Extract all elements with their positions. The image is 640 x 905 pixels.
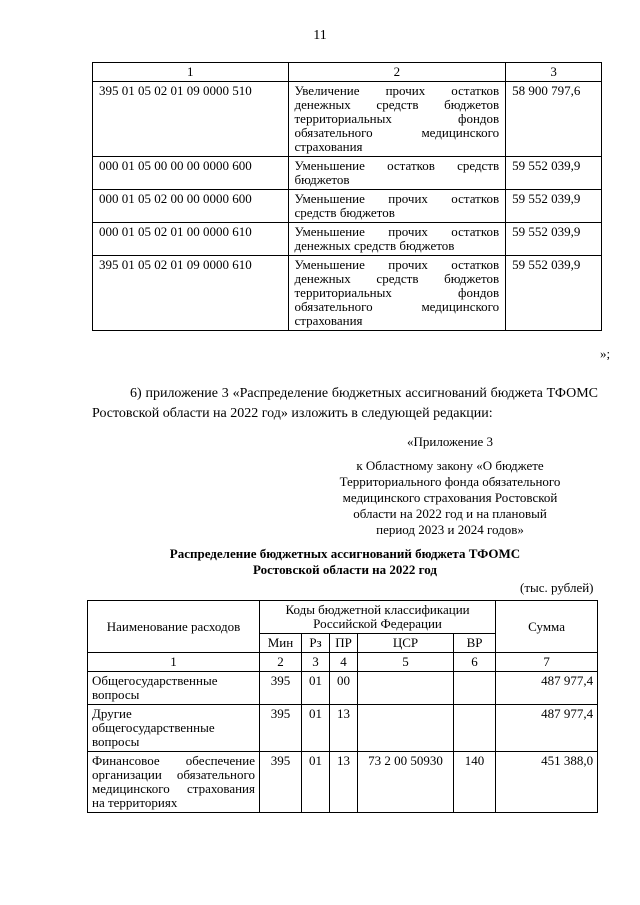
document-title: [92, 546, 598, 578]
appendix-line: области на 2022 год и на плановый: [353, 506, 547, 521]
header-rz: Рз: [302, 634, 330, 653]
source-name: Уменьшение прочих остатков денежных средств бюджетов: [288, 223, 506, 256]
source-name: Уменьшение прочих остатков денежных средств бюджетов территориальных фондов обязательного медицинского страхования: [288, 256, 506, 331]
column-number: 6: [454, 653, 496, 672]
table-row: [93, 82, 602, 157]
csr-code: [358, 672, 454, 705]
sources-table: [92, 62, 602, 331]
table-closing-mark: »;: [600, 346, 611, 361]
column-number: 5: [358, 653, 454, 672]
document-title-line: Ростовской области на 2022 год: [253, 562, 437, 577]
source-name: Уменьшение прочих остатков средств бюджетов: [288, 190, 506, 223]
table-row: [88, 672, 598, 705]
header-sum: Сумма: [496, 601, 598, 653]
appendix-title: «Приложение 3: [406, 434, 494, 449]
header-codes-group: Коды бюджетной классификации Российской Федерации: [260, 601, 496, 634]
source-name: Уменьшение остатков средств бюджетов: [288, 157, 506, 190]
rz-code: 01: [302, 705, 330, 752]
classification-code: 000 01 05 02 00 00 0000 600: [93, 190, 289, 223]
appendix-heading: [300, 434, 600, 538]
appendix-line: к Областному закону «О бюджете: [356, 458, 544, 473]
header-vr: ВР: [454, 634, 496, 653]
page-number: 11: [313, 28, 327, 43]
classification-code: 000 01 05 00 00 00 0000 600: [93, 157, 289, 190]
csr-code: 73 2 00 50930: [358, 752, 454, 813]
csr-code: [358, 705, 454, 752]
sum-value: 451 388,0: [496, 752, 598, 813]
table-row: [93, 223, 602, 256]
column-number: 1: [88, 653, 260, 672]
column-number: 2: [288, 63, 506, 82]
vr-code: 140: [454, 752, 496, 813]
expense-name: Другие общегосударственные вопросы: [88, 705, 260, 752]
rz-code: 01: [302, 672, 330, 705]
column-number: 3: [506, 63, 602, 82]
table-row: [88, 705, 598, 752]
amount: 59 552 039,9: [506, 157, 602, 190]
table-row: [93, 190, 602, 223]
amount: 59 552 039,9: [506, 223, 602, 256]
pr-code: 13: [330, 705, 358, 752]
min-code: 395: [260, 752, 302, 813]
amount: 59 552 039,9: [506, 190, 602, 223]
column-number: 7: [496, 653, 598, 672]
min-code: 395: [260, 672, 302, 705]
column-number: 3: [302, 653, 330, 672]
vr-code: [454, 705, 496, 752]
header-min: Мин: [260, 634, 302, 653]
table-header-row: [93, 63, 602, 82]
source-name: Увеличение прочих остатков денежных средств бюджетов территориальных фондов обязательного медицинского страхования: [288, 82, 506, 157]
table-row: [93, 256, 602, 331]
header-pr: ПР: [330, 634, 358, 653]
amount: 59 552 039,9: [506, 256, 602, 331]
budget-allocation-table: [87, 600, 598, 813]
amendment-paragraph: 6) приложение 3 «Распределение бюджетных ассигнований бюджета ТФОМС Ростовской области на 2022 год» изложить в следующей редакции:: [92, 386, 598, 421]
min-code: 395: [260, 705, 302, 752]
appendix-line: медицинского страхования Ростовской: [342, 490, 558, 505]
document-title-line: Распределение бюджетных ассигнований бюджета ТФОМС: [169, 546, 521, 561]
classification-code: 395 01 05 02 01 09 0000 510: [93, 82, 289, 157]
column-number: 1: [93, 63, 289, 82]
expense-name: Общегосударственные вопросы: [88, 672, 260, 705]
units-label: (тыс. рублей): [520, 580, 594, 595]
table-header-row: [88, 601, 598, 634]
appendix-line: период 2023 и 2024 годов»: [376, 522, 524, 537]
table-row: [88, 752, 598, 813]
classification-code: 000 01 05 02 01 00 0000 610: [93, 223, 289, 256]
column-number-row: [88, 653, 598, 672]
pr-code: 13: [330, 752, 358, 813]
pr-code: 00: [330, 672, 358, 705]
vr-code: [454, 672, 496, 705]
header-name: Наименование расходов: [88, 601, 260, 653]
column-number: 2: [260, 653, 302, 672]
appendix-line: Территориального фонда обязательного: [339, 474, 561, 489]
column-number: 4: [330, 653, 358, 672]
sum-value: 487 977,4: [496, 705, 598, 752]
rz-code: 01: [302, 752, 330, 813]
header-csr: ЦСР: [358, 634, 454, 653]
amount: 58 900 797,6: [506, 82, 602, 157]
classification-code: 395 01 05 02 01 09 0000 610: [93, 256, 289, 331]
table-row: [93, 157, 602, 190]
expense-name: Финансовое обеспечение организации обязательного медицинского страхования на территориях: [88, 752, 260, 813]
sum-value: 487 977,4: [496, 672, 598, 705]
